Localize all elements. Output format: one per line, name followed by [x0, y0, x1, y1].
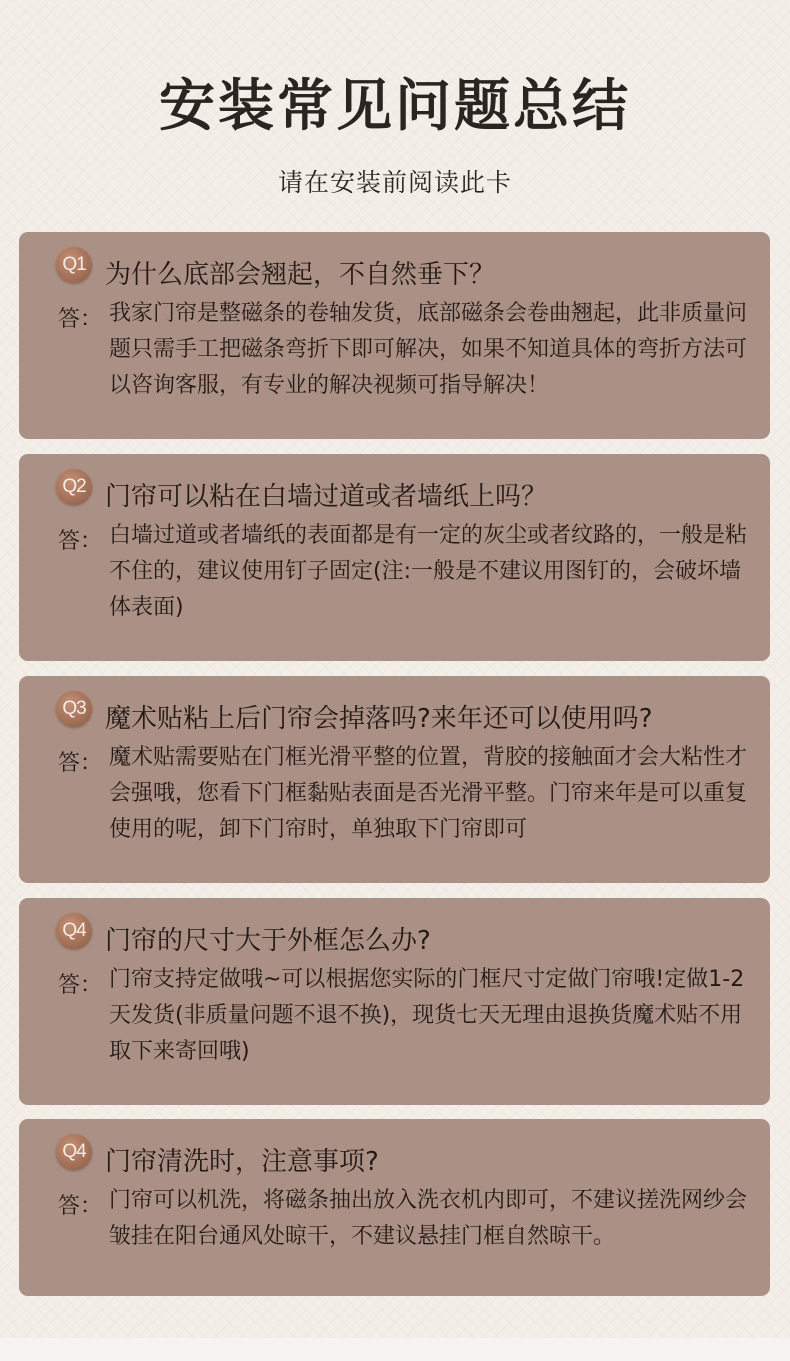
answer-label: 答： — [58, 1194, 103, 1219]
question-badge: Q1 — [56, 247, 92, 283]
faq-card-2 — [19, 454, 770, 661]
question-text: 门帘的尺寸大于外框怎么办? — [105, 926, 431, 956]
faq-card-3 — [19, 676, 770, 883]
faq-card-1 — [19, 232, 770, 439]
question-badge: Q2 — [56, 469, 92, 505]
answer-text: 门帘可以机洗，将磁条抽出放入洗衣机内即可，不建议搓洗网纱会皱挂在阳台通风处晾干，不建议悬挂门框自然晾干。 — [109, 1188, 748, 1249]
faq-card-4 — [19, 898, 770, 1105]
question-badge: Q4 — [56, 1134, 92, 1170]
question-badge: Q4 — [56, 913, 92, 949]
question-text: 门帘可以粘在白墙过道或者墙纸上吗？ — [105, 482, 548, 512]
answer-label: 答： — [58, 307, 103, 332]
answer-text: 我家门帘是整磁条的卷轴发货，底部磁条会卷曲翘起，此非质量问题只需手工把磁条弯折下即可解决，如果不知道具体的弯折方法可以咨询客服，有专业的解决视频可指导解决！ — [109, 301, 748, 398]
answer-label: 答： — [58, 751, 103, 776]
answer-label: 答： — [58, 973, 103, 998]
bottom-divider-strip — [0, 1338, 790, 1361]
answer-text: 魔术贴需要贴在门框光滑平整的位置，背胶的接触面才会大粘性才会强哦，您看下门框黏贴表面是否光滑平整。门帘来年是可以重复使用的呢，卸下门帘时，单独取下门帘即可 — [109, 745, 748, 842]
question-text: 门帘清洗时，注意事项? — [105, 1147, 379, 1177]
question-text: 为什么底部会翘起，不自然垂下？ — [105, 260, 496, 290]
answer-text: 白墙过道或者墙纸的表面都是有一定的灰尘或者纹路的，一般是粘不住的，建议使用钉子固定(注:一般是不建议用图钉的，会破坏墙体表面) — [109, 523, 748, 620]
answer-text: 门帘支持定做哦~可以根据您实际的门框尺寸定做门帘哦!定做1-2天发货(非质量问题不退不换)，现货七天无理由退换货魔术贴不用取下来寄回哦) — [109, 967, 745, 1064]
page-title: 安装常见问题总结 — [159, 73, 631, 139]
faq-card-5 — [19, 1119, 770, 1296]
answer-label: 答： — [58, 529, 103, 554]
page-subtitle: 请在安装前阅读此卡 — [277, 168, 512, 197]
question-badge: Q3 — [56, 691, 92, 727]
question-text: 魔术贴粘上后门帘会掉落吗?来年还可以使用吗? — [105, 704, 653, 734]
